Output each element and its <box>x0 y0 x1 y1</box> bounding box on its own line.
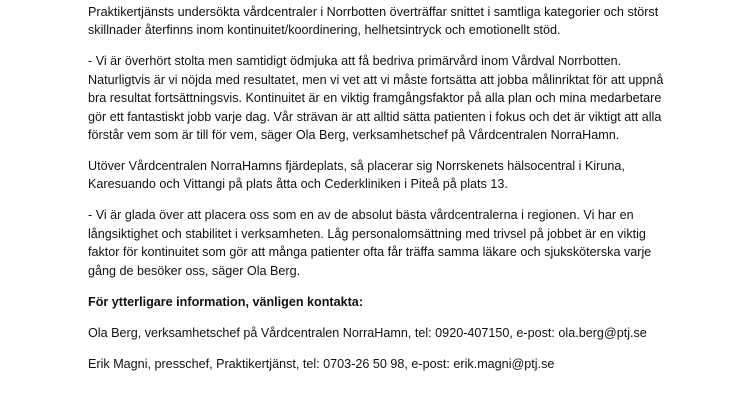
contact-erik-magni: Erik Magni, presschef, Praktikertjänst, tel: 0703-26 50 98, e-post: erik.magni@ptj.se <box>88 356 555 371</box>
contact-ola-berg: Ola Berg, verksamhetschef på Vårdcentralen NorraHamn, tel: 0920-407150, e-post: ola.berg@ptj.se <box>88 325 647 340</box>
rankings-paragraph: Utöver Vårdcentralen NorraHamns fjärdeplats, så placerar sig Norrskenets hälsocentral i Kiruna, Karesuando och Vittangi på plats åtta och Cederkliniken i Piteå på plats 13. <box>88 159 625 192</box>
quote-paragraph-ola-berg: - Vi är överhört stolta men samtidigt ödmjuka att få bedriva primärvård inom Vårdval Norrbotten. Naturligtvis är vi nöjda med resultatet, men vi vet att vi måste fortsätta att jobba målinriktat för att uppnå bra resultat fortsättningsvis. Kontinuitet är en viktig framgångsfaktor på alla plan och mina medarbetare gör ett fantastiskt jobb varje dag. Vår strävan är att alltid sätta patienten i fokus och det är viktigt att alla förstår vem som är till för vem, säger Ola Berg, verksamhetschef på Vårdcentralen NorraHamn. <box>88 54 664 143</box>
document-body <box>88 3 678 386</box>
intro-paragraph: Praktikertjänsts undersökta vårdcentraler i Norrbotten överträffar snittet i samtliga kategorier och störst skillnader återfinns inom kontinuitet/koordinering, helhetsintryck och emotionellt stöd. <box>88 5 659 38</box>
contact-heading: För ytterligare information, vänligen kontakta: <box>88 294 364 309</box>
quote-paragraph-continuity: - Vi är glada över att placera oss som en av de absolut bästa vårdcentralerna i regionen. Vi har en långsiktighet och stabilitet i verksamheten. Låg personalomsättning med trivsel på jobbet är en viktig faktor för kontinuitet som gör att många patienter ofta får träffa samma läkare och sjuksköterska varje gång de besöker oss, säger Ola Berg. <box>88 208 652 278</box>
